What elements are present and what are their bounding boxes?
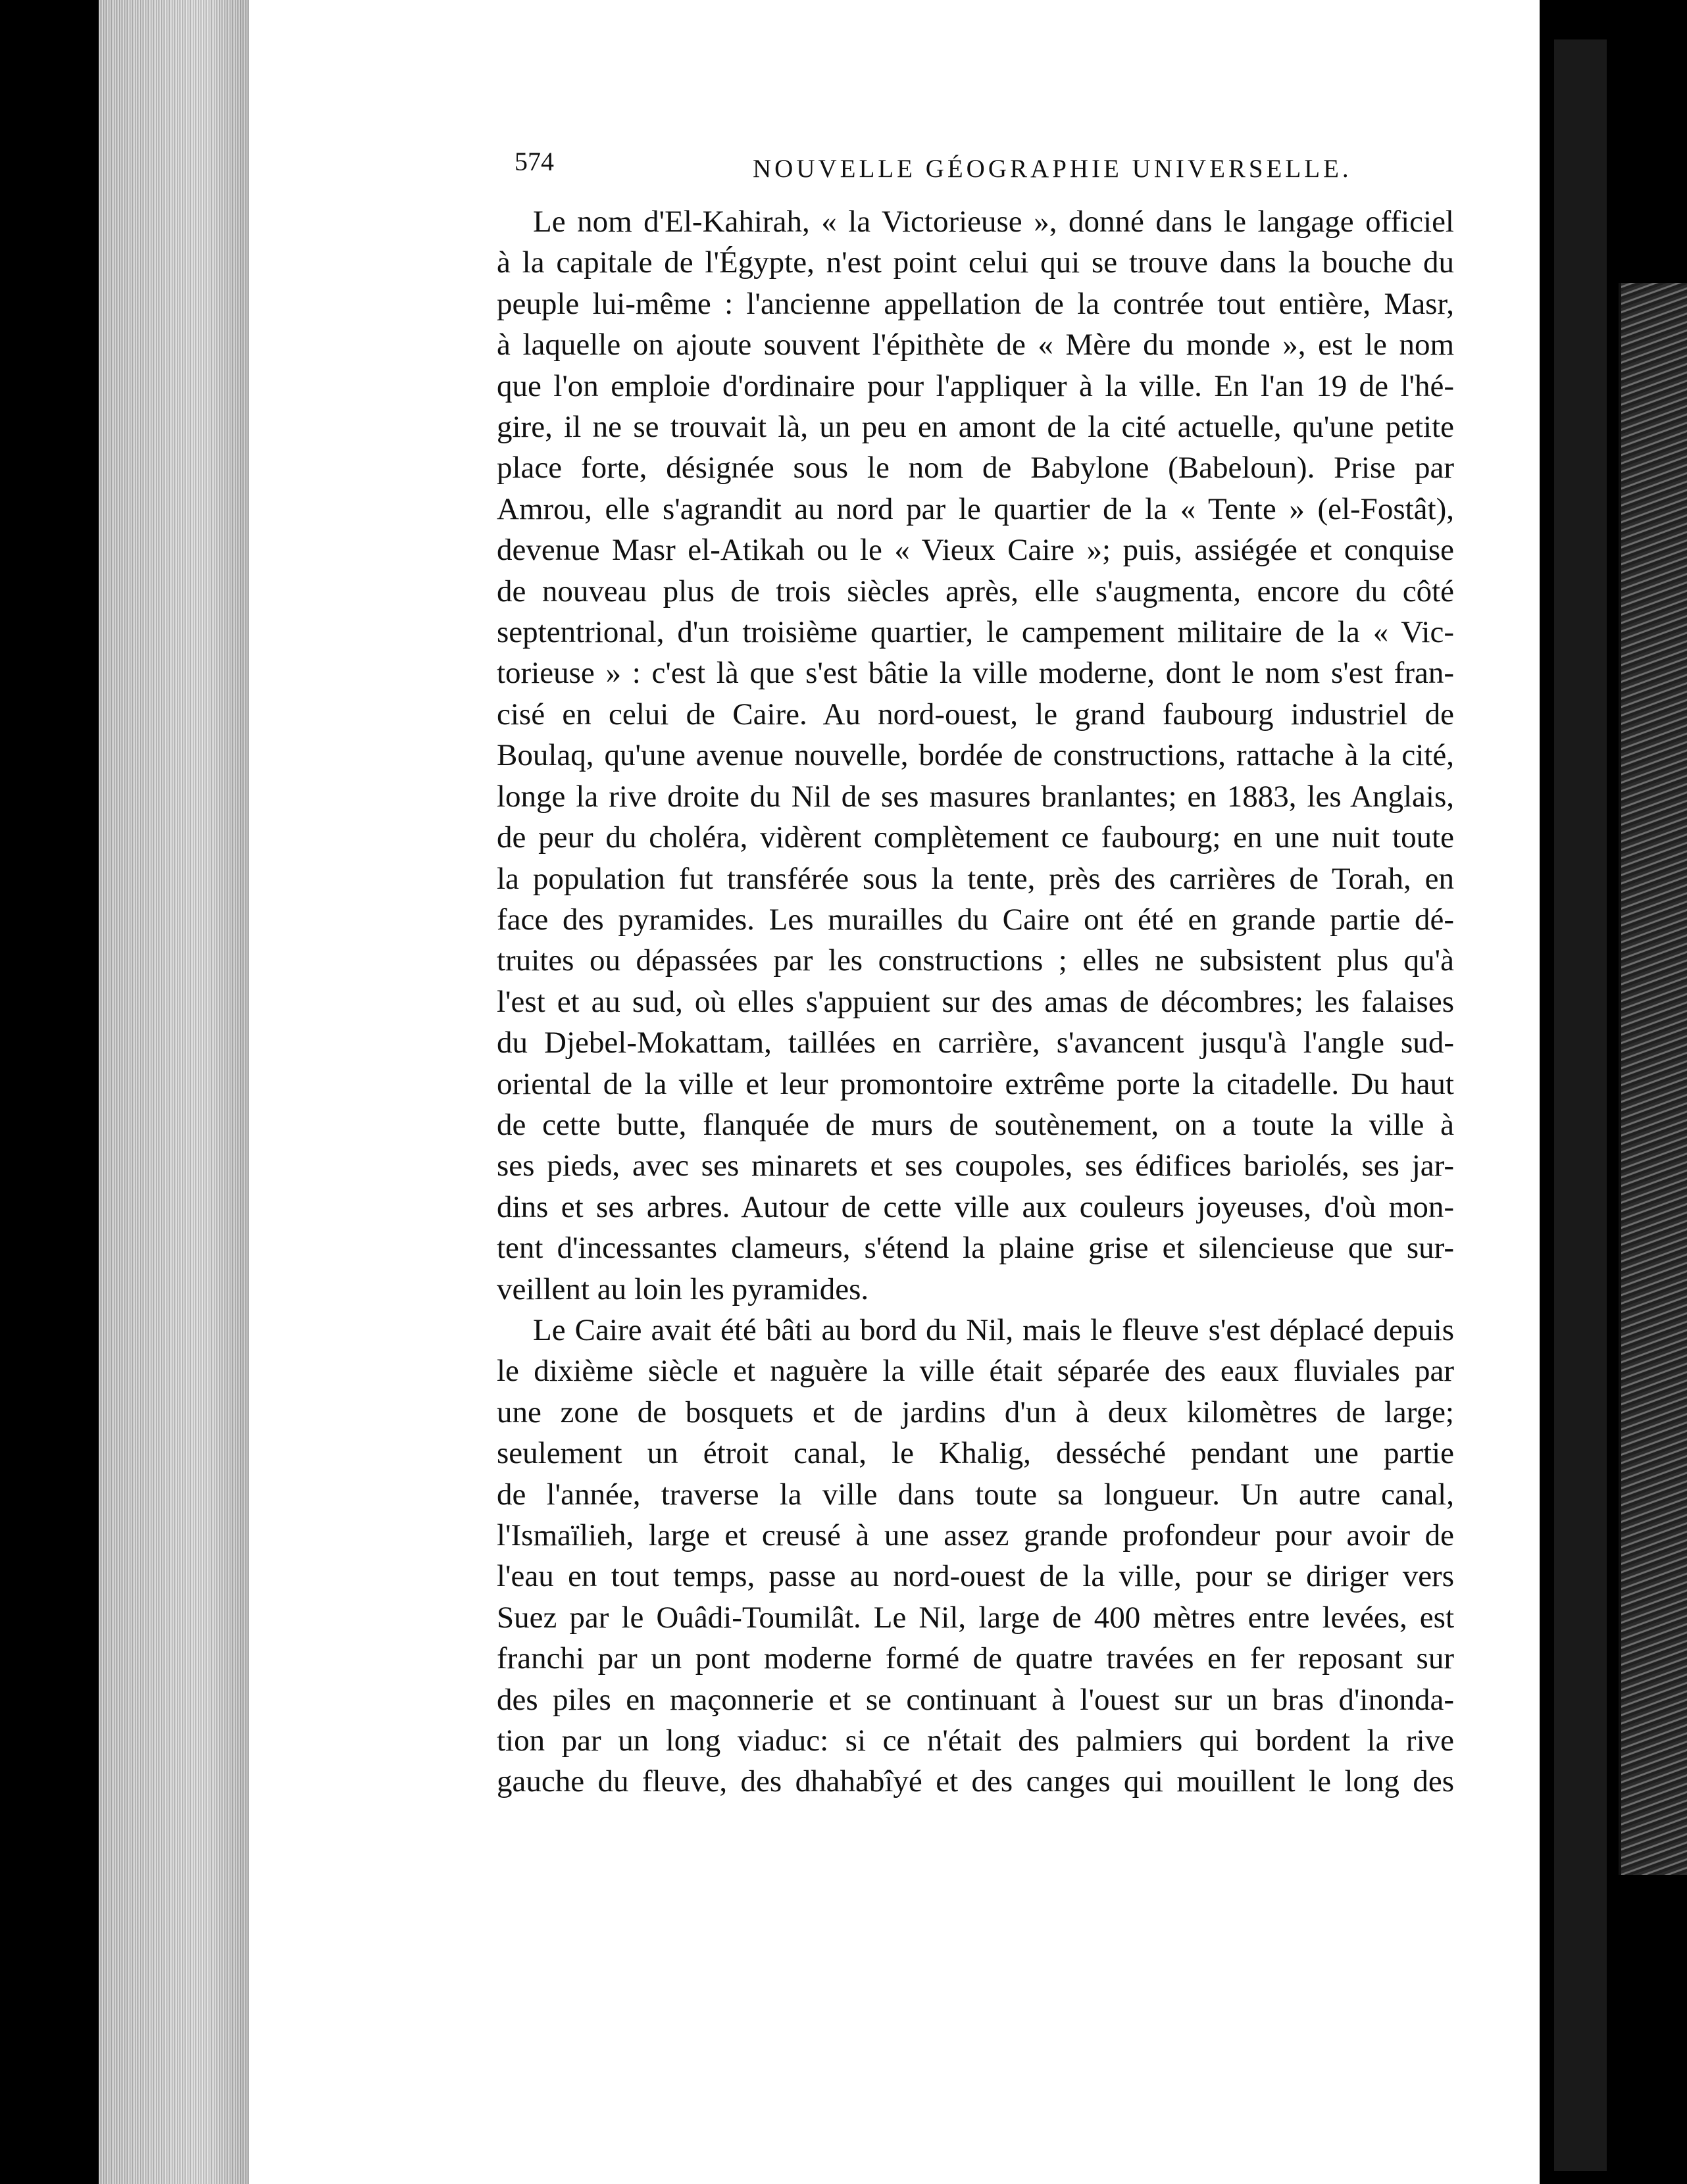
page-number: 574 [515, 147, 554, 176]
text-line: cisé en celui de Caire. Au nord-ouest, le grand faubourg industriel de [497, 697, 1454, 732]
text-line: place forte, désignée sous le nom de Babylone (Babeloun). Prise par [497, 451, 1454, 485]
text-line: septentrional, d'un troisième quartier, le campement militaire de la « Vic- [497, 615, 1454, 650]
text-line: gauche du fleuve, des dhahabîyé et des canges qui mouillent le long des [497, 1764, 1454, 1799]
text-line: tion par un long viaduc: si ce n'était des palmiers qui bordent la rive [497, 1724, 1454, 1758]
text-line: devenue Masr el-Atikah ou le « Vieux Caire »; puis, assiégée et conquise [497, 533, 1454, 568]
text-line: de nouveau plus de trois siècles après, elle s'augmenta, encore du côté [497, 574, 1454, 608]
text-line: de l'année, traverse la ville dans toute sa longueur. Un autre canal, [497, 1477, 1454, 1512]
paragraph-1 [497, 201, 1454, 1310]
text-line: l'est et au sud, où elles s'appuient sur des amas de décombres; les falaises [497, 984, 1454, 1019]
text-line: une zone de bosquets et de jardins d'un à deux kilomètres de large; [497, 1395, 1454, 1429]
body-text [497, 201, 1454, 1802]
text-line: longe la rive droite du Nil de ses masures branlantes; en 1883, les Anglais, [497, 779, 1454, 814]
text-line: de cette butte, flanquée de murs de soutènement, on a toute la ville à [497, 1107, 1454, 1142]
text-line: franchi par un pont moderne formé de quatre travées en fer reposant sur [497, 1641, 1454, 1676]
facing-page-engraving [1619, 283, 1687, 1875]
text-line: gire, il ne se trouvait là, un peu en amont de la cité actuelle, qu'une petite [497, 410, 1454, 445]
text-line: l'eau en tout temps, passe au nord-ouest de la ville, pour se diriger vers [497, 1559, 1454, 1594]
text-line: veillent au loin les pyramides. [497, 1272, 869, 1306]
text-line: face des pyramides. Les murailles du Caire ont été en grande partie dé- [497, 902, 1454, 937]
text-line: Le Caire avait été bâti au bord du Nil, mais le fleuve s'est déplacé depuis [533, 1312, 1454, 1347]
text-line: du Djebel-Mokattam, taillées en carrière, s'avancent jusqu'à l'angle sud- [497, 1026, 1454, 1060]
text-line: tent d'incessantes clameurs, s'étend la plaine grise et silencieuse que sur- [497, 1231, 1454, 1266]
facing-page-edge [1554, 39, 1607, 2171]
text-line: oriental de la ville et leur promontoire extrême porte la citadelle. Du haut [497, 1066, 1454, 1101]
text-line: truites ou dépassées par les constructions ; elles ne subsistent plus qu'à [497, 943, 1454, 978]
text-line: dins et ses arbres. Autour de cette ville aux couleurs joyeuses, d'où mon- [497, 1189, 1454, 1224]
text-line: torieuse » : c'est là que s'est bâtie la ville moderne, dont le nom s'est fran- [497, 656, 1454, 691]
text-line: Amrou, elle s'agrandit au nord par le quartier de la « Tente » (el-Fostât), [497, 491, 1454, 526]
text-line: à laquelle on ajoute souvent l'épithète de « Mère du monde », est le nom [497, 328, 1454, 362]
text-line: Le nom d'El-Kahirah, « la Victorieuse », donné dans le langage officiel [533, 205, 1454, 239]
text-line: peuple lui-même : l'ancienne appellation de la contrée tout entière, Masr, [497, 286, 1454, 321]
text-line: Boulaq, qu'une avenue nouvelle, bordée de constructions, rattache à la cité, [497, 738, 1454, 773]
text-line: seulement un étroit canal, le Khalig, desséché pendant une partie [497, 1436, 1454, 1471]
text-line: la population fut transférée sous la tente, près des carrières de Torah, en [497, 861, 1454, 896]
text-line: le dixième siècle et naguère la ville était séparée des eaux fluviales par [497, 1354, 1454, 1389]
paragraph-2 [497, 1310, 1454, 1802]
text-line: des piles en maçonnerie et se continuant à l'ouest sur un bras d'inonda- [497, 1682, 1454, 1717]
text-line: à la capitale de l'Égypte, n'est point celui qui se trouve dans la bouche du [497, 245, 1454, 280]
text-line: que l'on emploie d'ordinaire pour l'appliquer à la ville. En l'an 19 de l'hé- [497, 368, 1454, 403]
text-line: Suez par le Ouâdi-Toumilât. Le Nil, large de 400 mètres entre levées, est [497, 1600, 1454, 1635]
book-page-edges [99, 0, 250, 2184]
text-line: l'Ismaïlieh, large et creusé à une assez grande profondeur pour avoir de [497, 1518, 1454, 1552]
text-line: de peur du choléra, vidèrent complètement ce faubourg; en une nuit toute [497, 820, 1454, 855]
text-line: ses pieds, avec ses minarets et ses coupoles, ses édifices bariolés, ses jar- [497, 1149, 1454, 1183]
running-title: NOUVELLE GÉOGRAPHIE UNIVERSELLE. [753, 155, 1352, 183]
